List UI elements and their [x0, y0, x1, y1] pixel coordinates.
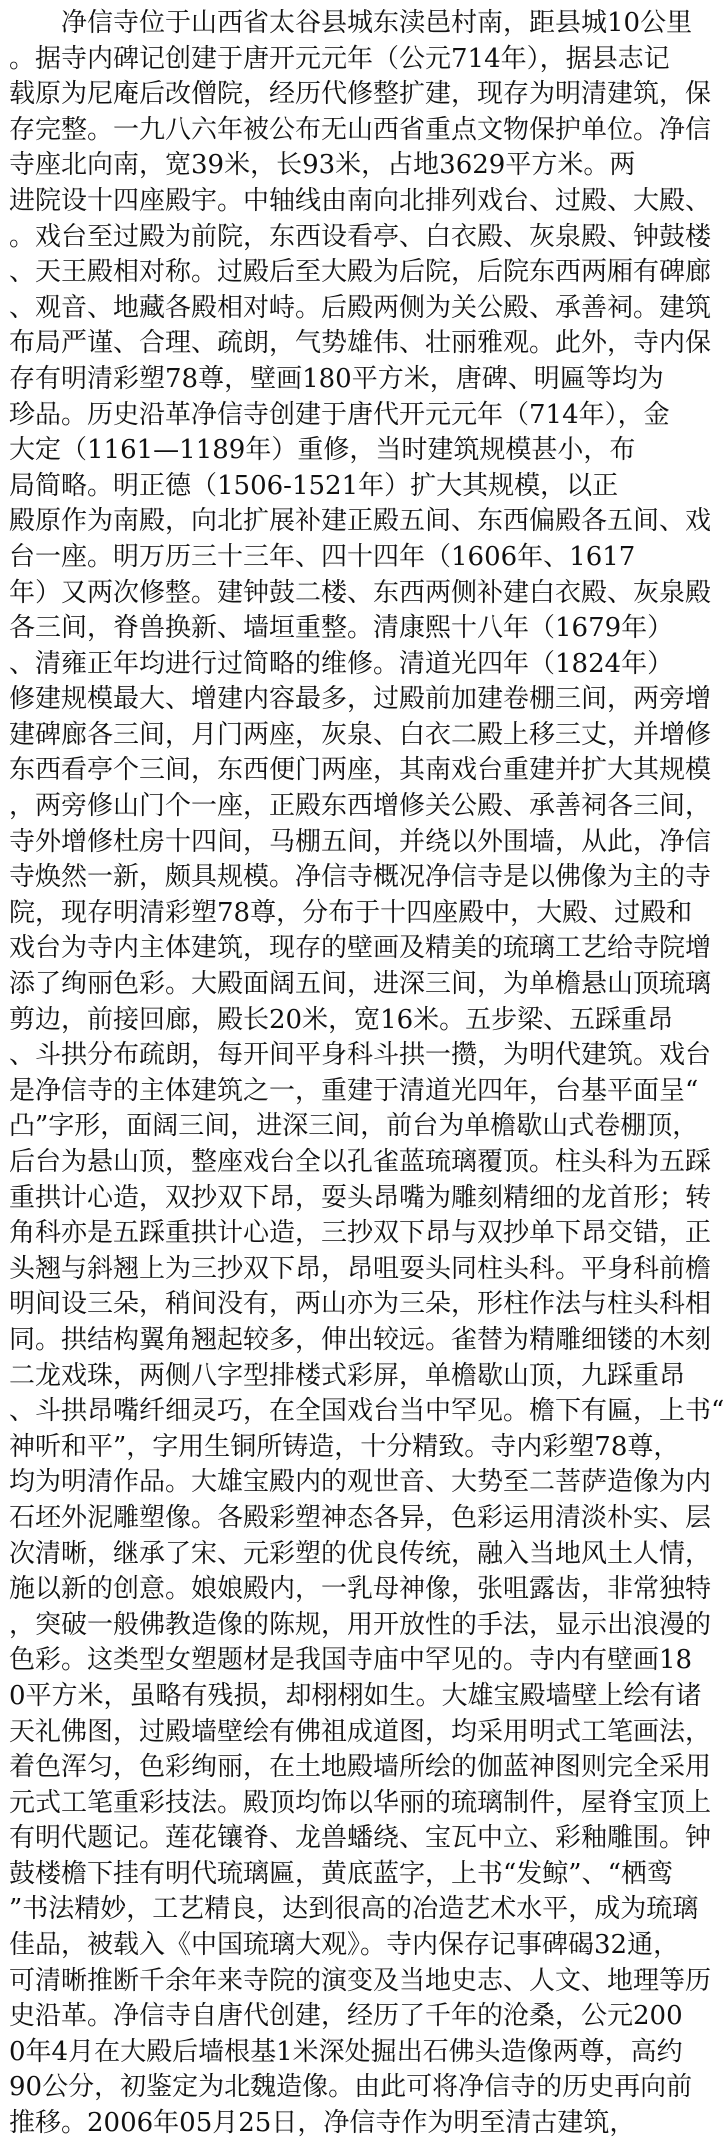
- text-line: 角科亦是五踩重拱计心造，三抄双下昂与双抄单下昂交错，正: [9, 1218, 712, 1249]
- text-line: 寺外增修杜房十四间，马棚五间，并绕以外围墙，从此，净信: [9, 826, 712, 857]
- text-line: 、清雍正年均进行过简略的维修。清道光四年（1824年）: [9, 648, 674, 679]
- text-line: 后台为悬山顶，整座戏台全以孔雀蓝琉璃覆顶。柱头科为五踩: [9, 1147, 712, 1177]
- text-line: 推移。2006年05月25日，净信寺作为明至清古建筑，: [9, 2108, 636, 2139]
- text-line: 次清晰，继承了宋、元彩塑的优良传统，融入当地风土人情，: [9, 1538, 712, 1569]
- text-line: 天礼佛图，过殿墙壁绘有佛祖成道图，均采用明式工笔画法，: [9, 1716, 712, 1747]
- text-line: 各三间，脊兽换新、墙垣重整。清康熙十八年（1679年）: [9, 613, 674, 644]
- text-line: 。戏台至过殿为前院，东西设看亭、白衣殿、灰泉殿、钟鼓楼: [9, 221, 712, 252]
- text-line: 、天王殿相对称。过殿后至大殿为后院，后院东西两厢有碑廊: [9, 257, 712, 288]
- text-line: 寺焕然一新，颇具规模。净信寺概况净信寺是以佛像为主的寺: [9, 862, 712, 893]
- text-line: 有明代题记。莲花镶脊、龙兽蟠绕、宝瓦中立、彩釉雕围。钟: [9, 1823, 712, 1854]
- text-line: 台一座。明万历三十三年、四十四年（1606年、1617: [9, 541, 636, 572]
- text-line: 载原为尼庵后改僧院，经历代修整扩建，现存为明清建筑，保: [9, 79, 712, 110]
- text-line: 0平方米，虽略有残损，却栩栩如生。大雄宝殿墙壁上绘有诸: [9, 1680, 702, 1711]
- text-line: 净信寺位于山西省太谷县城东渎邑村南，距县城10公里: [9, 8, 693, 38]
- text-line: 石坯外泥雕塑像。各殿彩塑神态各异，色彩运用清淡朴实、层: [9, 1502, 712, 1533]
- text-line: 剪边，前接回廊，殿长20米，宽16米。五步梁、五踩重昂: [9, 1004, 674, 1035]
- text-line: 、斗拱昂嘴纤细灵巧，在全国戏台当中罕见。檐下有匾，上书“: [9, 1396, 724, 1427]
- text-line: 可清晰推断千余年来寺院的演变及当地史志、人文、地理等历: [9, 1965, 712, 1996]
- text-line: 凸”字形，面阔三间，进深三间，前台为单檐歇山式卷棚顶，: [9, 1111, 699, 1142]
- text-line: ，突破一般佛教造像的陈规，用开放性的手法，显示出浪漫的: [9, 1609, 712, 1640]
- text-line: 东西看亭个三间，东西便门两座，其南戏台重建并扩大其规模: [9, 755, 712, 786]
- text-line: 、斗拱分布疏朗，每开间平身科斗拱一攒，为明代建筑。戏台: [9, 1040, 712, 1071]
- text-line: 存完整。一九八六年被公布无山西省重点文物保护单位。净信: [9, 114, 712, 145]
- text-line: 是净信寺的主体建筑之一，重建于清道光四年，台基平面呈“: [9, 1075, 699, 1106]
- text-line: 重拱计心造，双抄双下昂，耍头昂嘴为雕刻精细的龙首形；转: [9, 1182, 712, 1213]
- text-line: 着色浑匀，色彩绚丽，在土地殿墙所绘的伽蓝神图则完全采用: [9, 1752, 712, 1783]
- text-line: 大定（1161—1189年）重修，当时建筑规模甚小，布: [9, 435, 636, 466]
- text-line: 、观音、地藏各殿相对峙。后殿两侧为关公殿、承善祠。建筑: [9, 292, 712, 323]
- text-line: 寺座北向南，宽39米，长93米，占地3629平方米。两: [9, 150, 636, 181]
- text-line: 局简略。明正德（1506-1521年）扩大其规模，以正: [9, 470, 619, 501]
- text-line: 元式工笔重彩技法。殿顶均饰以华丽的琉璃制件，屋脊宝顶上: [9, 1787, 712, 1818]
- text-line: 添了绚丽色彩。大殿面阔五间，进深三间，为单檐悬山顶琉璃: [9, 969, 712, 1000]
- text-line: 同。拱结构翼角翘起较多，伸出较远。雀替为精雕细镂的木刻: [9, 1324, 712, 1355]
- text-line: ，两旁修山门个一座，正殿东西增修关公殿、承善祠各三间，: [9, 791, 712, 822]
- text-line: 年）又两次修整。建钟鼓二楼、东西两侧补建白衣殿、灰泉殿: [9, 577, 712, 608]
- text-line: 院，现存明清彩塑78尊，分布于十四座殿中，大殿、过殿和: [9, 897, 693, 928]
- text-line: 存有明清彩塑78尊，壁画180平方米，唐碑、明匾等均为: [9, 363, 664, 394]
- text-line: 二龙戏珠，两侧八字型排楼式彩屏，单檐歇山顶，九踩重昂: [9, 1360, 686, 1391]
- text-line: 头翘与斜翘上为三抄双下昂，昂咀耍头同柱头科。平身科前檐: [9, 1253, 712, 1284]
- text-line: 戏台为寺内主体建筑，现存的壁画及精美的琉璃工艺给寺院增: [9, 933, 712, 964]
- text-line: 佳品，被载入《中国琉璃大观》。寺内保存记事碑碣32通，: [9, 1930, 680, 1961]
- text-line: 建碑廊各三间，月门两座，灰泉、白衣二殿上移三丈，并增修: [9, 719, 712, 750]
- text-line: 均为明清作品。大雄宝殿内的观世音、大势至二菩萨造像为内: [9, 1467, 712, 1498]
- text-line: 。据寺内碑记创建于唐开元元年（公元714年），据县志记: [9, 43, 670, 74]
- text-line: 珍品。历史沿革净信寺创建于唐代开元元年（714年），金: [9, 399, 670, 430]
- text-line: 0年4月在大殿后墙根基1米深处掘出石佛头造像两尊，高约: [9, 2036, 683, 2067]
- text-line: 修建规模最大、增建内容最多，过殿前加建卷棚三间，两旁增: [9, 684, 712, 715]
- text-line: 色彩。这类型女塑题材是我国寺庙中罕见的。寺内有壁画18: [9, 1645, 693, 1676]
- text-line: ”书法精妙，工艺精良，达到很高的冶造艺术水平，成为琉璃: [9, 1894, 699, 1925]
- text-line: 90公分，初鉴定为北魏造像。由此可将净信寺的历史再向前: [9, 2072, 693, 2103]
- text-line: 神听和平”，字用生铜所铸造，十分精致。寺内彩塑78尊，: [9, 1431, 680, 1462]
- text-line: 殿原作为南殿，向北扩展补建正殿五间、东西偏殿各五间、戏: [9, 506, 712, 537]
- text-line: 史沿革。净信寺自唐代创建，经历了千年的沧桑，公元200: [9, 2001, 683, 2032]
- text-line: 鼓楼檐下挂有明代琉璃匾，黄底蓝字，上书“发鲸”、“栖鸾: [9, 1858, 673, 1889]
- text-line: 布局严谨、合理、疏朗，气势雄伟、壮丽雅观。此外，寺内保: [9, 328, 712, 359]
- text-line: 施以新的创意。娘娘殿内，一乳母神像，张咀露齿，非常独特: [9, 1574, 712, 1605]
- text-line: 明间设三朵，稍间没有，两山亦为三朵，形柱作法与柱头科相: [9, 1289, 712, 1320]
- text-line: 进院设十四座殿宇。中轴线由南向北排列戏台、过殿、大殿、: [9, 185, 712, 216]
